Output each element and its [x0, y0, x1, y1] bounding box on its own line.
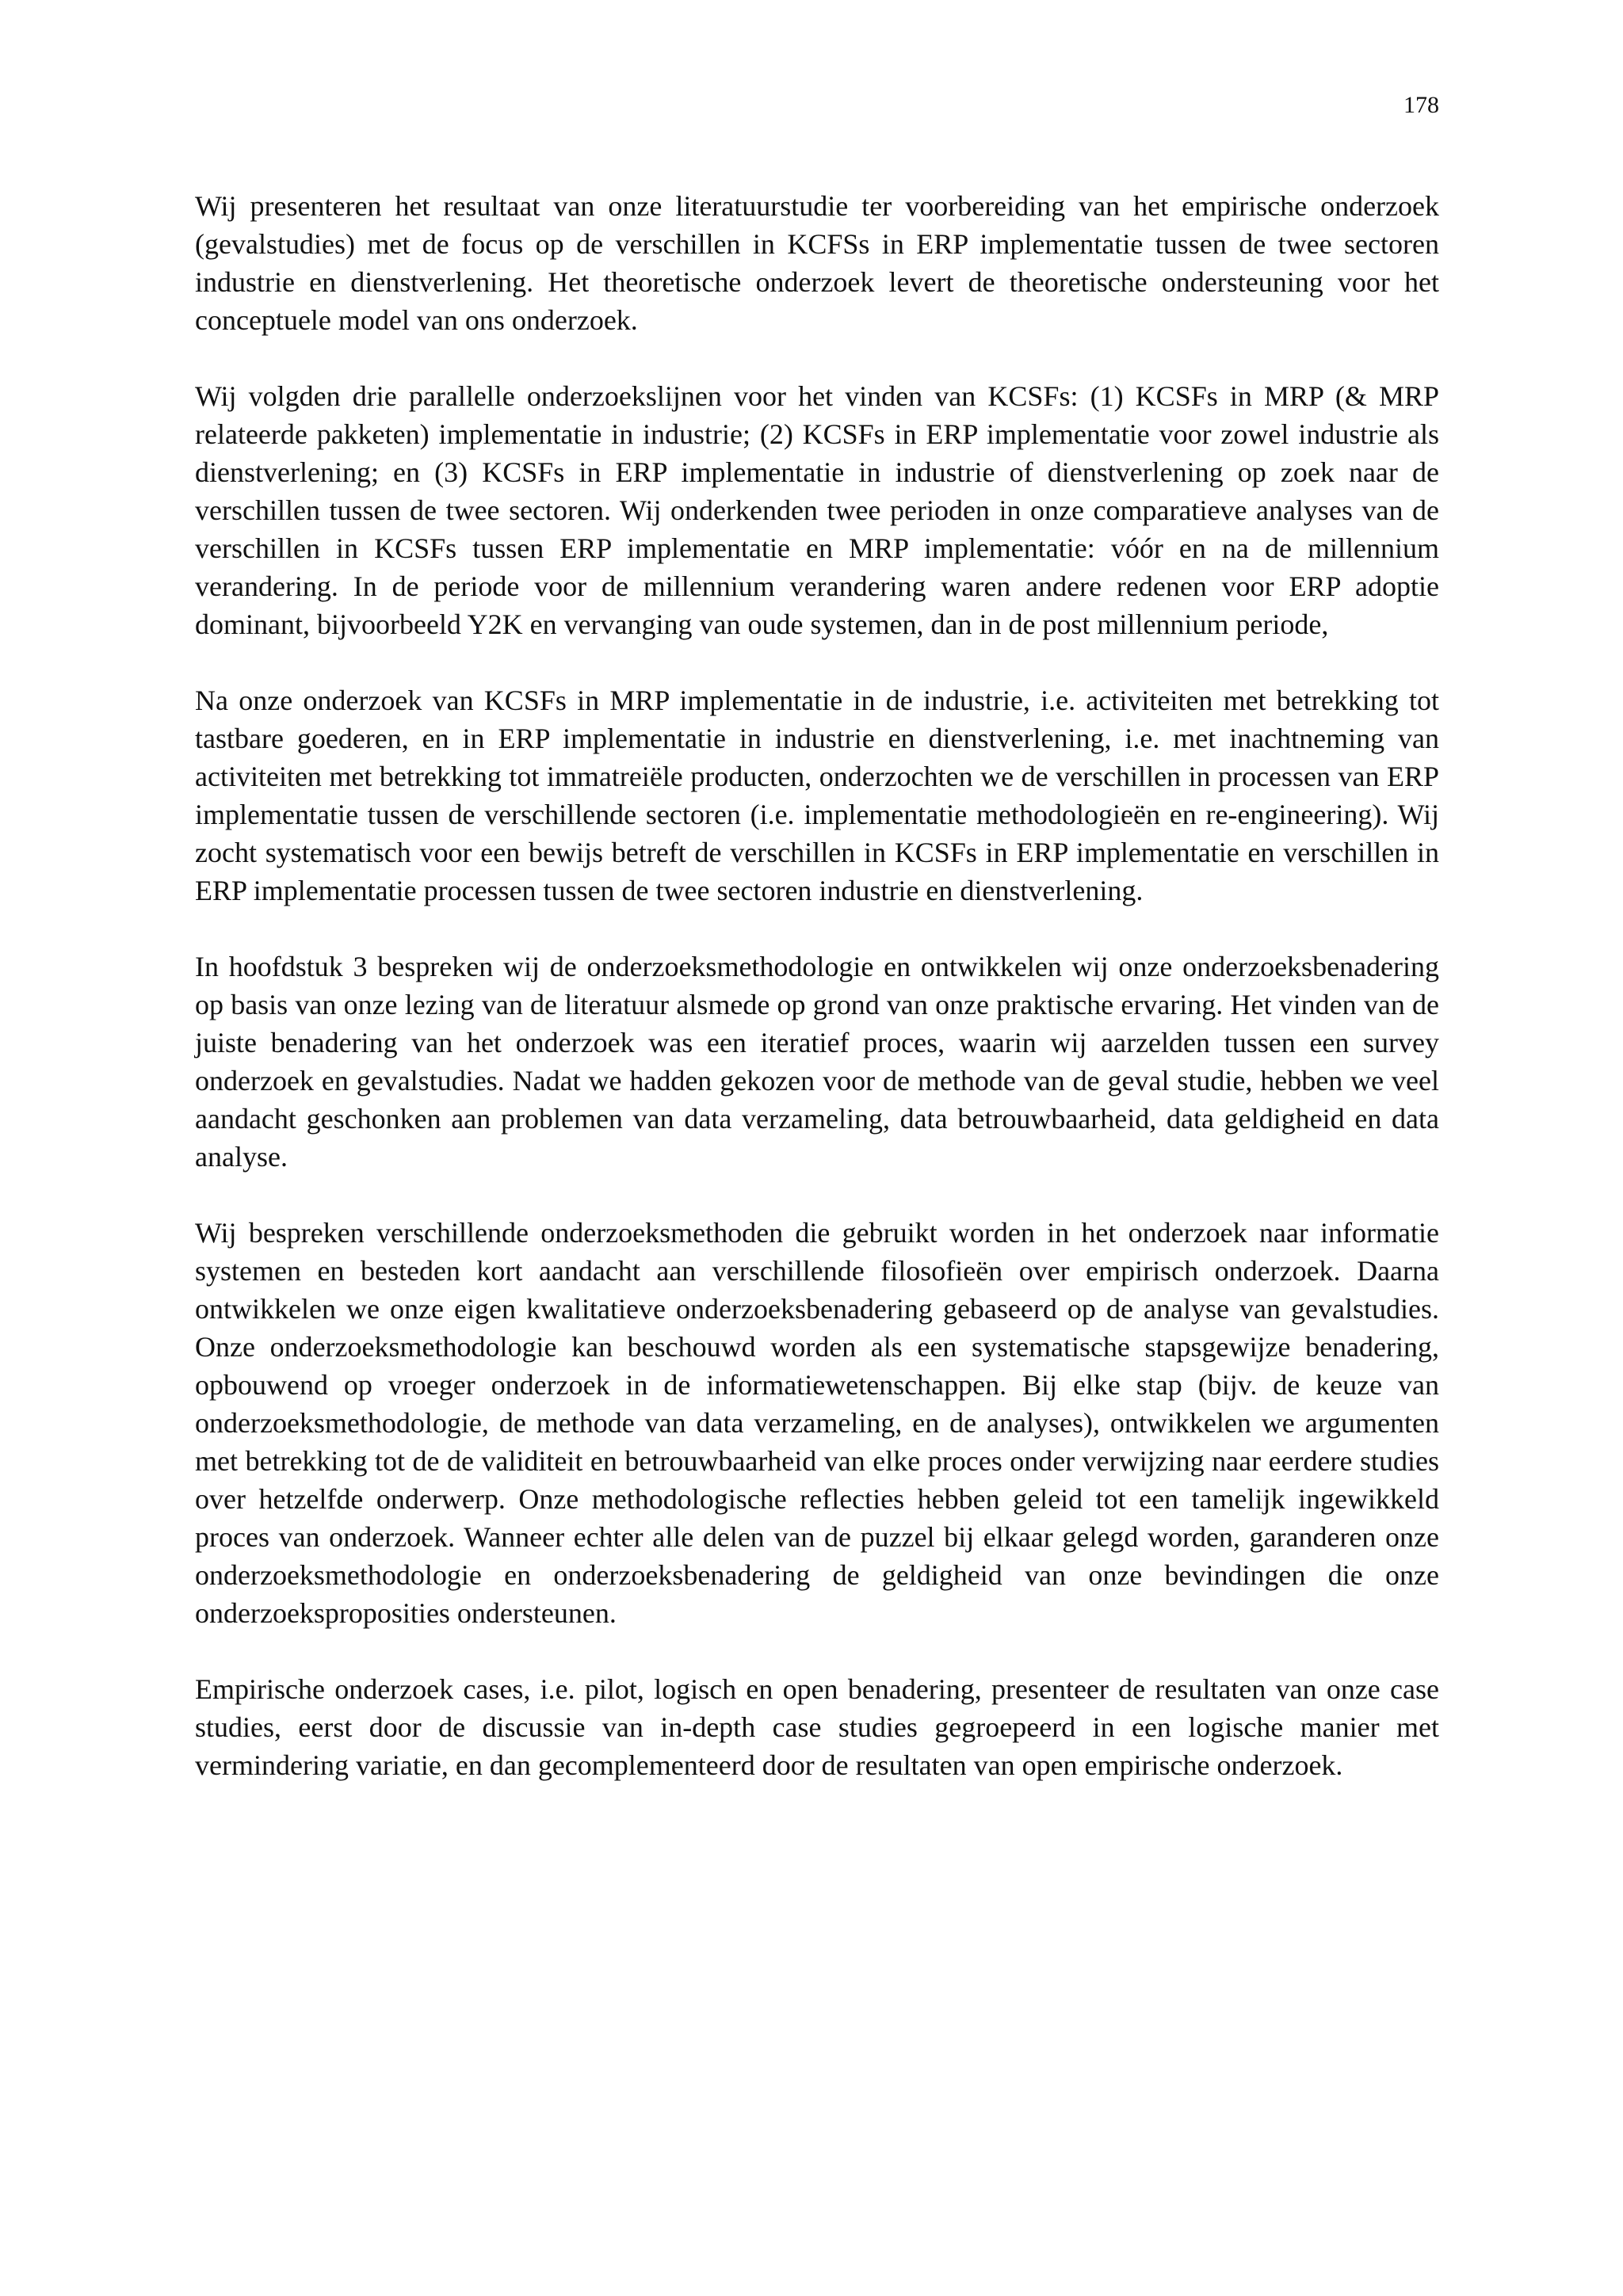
page-number: 178 [1403, 92, 1439, 118]
paragraph-1: Wij presenteren het resultaat van onze literatuurstudie ter voorbereiding van het empirische onderzoek (gevalstudies) met de focus op de verschillen in KCFSs in ERP implementatie tussen de twee sectoren industrie en dienstverlening. Het theoretische onderzoek levert de theoretische ondersteuning voor het conceptuele model van ons onderzoek. [195, 190, 1439, 336]
paragraph-4: In hoofdstuk 3 bespreken wij de onderzoeksmethodologie en ontwikkelen wij onze onderzoeksbenadering op basis van onze lezing van de literatuur alsmede op grond van onze praktische ervaring. Het vinden van de juiste benadering van het onderzoek was een iteratief proces, waarin wij aarzelden tussen een survey onderzoek en gevalstudies. Nadat we hadden gekozen voor de methode van de geval studie, hebben we veel aandacht geschonken aan problemen van data verzameling, data betrouwbaarheid, data geldigheid en data analyse. [195, 951, 1439, 1173]
page-body [195, 187, 1439, 1822]
paragraph-6: Empirische onderzoek cases, i.e. pilot, logisch en open benadering, presenteer de resultaten van onze case studies, eerst door de discussie van in-depth case studies gegroepeerd in een logische manier met vermindering variatie, en dan gecomplementeerd door de resultaten van open empirische onderzoek. [195, 1673, 1439, 1781]
paragraph-2: Wij volgden drie parallelle onderzoekslijnen voor het vinden van KCSFs: (1) KCSFs in MRP (& MRP relateerde pakketen) implementatie in industrie; (2) KCSFs in ERP implementatie voor zowel industrie als dienstverlening; en (3) KCSFs in ERP implementatie in industrie of dienstverlening op zoek naar de verschillen tussen de twee sectoren. Wij onderkenden twee perioden in onze comparatieve analyses van de verschillen in KCSFs tussen ERP implementatie en MRP implementatie: vóór en na de millennium verandering. In de periode voor de millennium verandering waren andere redenen voor ERP adoptie dominant, bijvoorbeeld Y2K en vervanging van oude systemen, dan in de post millennium periode, [195, 380, 1439, 640]
paragraph-3: Na onze onderzoek van KCSFs in MRP implementatie in de industrie, i.e. activiteiten met betrekking tot tastbare goederen, en in ERP implementatie in industrie en dienstverlening, i.e. met inachtneming van activiteiten met betrekking tot immatreiële producten, onderzochten we de verschillen in processen van ERP implementatie tussen de verschillende sectoren (i.e. implementatie methodologieën en re-engineering). Wij zocht systematisch voor een bewijs betreft de verschillen in KCSFs in ERP implementatie en verschillen in ERP implementatie processen tussen de twee sectoren industrie en dienstverlening. [195, 685, 1439, 906]
paragraph-5: Wij bespreken verschillende onderzoeksmethoden die gebruikt worden in het onderzoek naar informatie systemen en besteden kort aandacht aan verschillende filosofieën over empirisch onderzoek. Daarna ontwikkelen we onze eigen kwalitatieve onderzoeksbenadering gebaseerd op de analyse van gevalstudies. Onze onderzoeksmethodologie kan beschouwd worden als een systematische stapsgewijze benadering, opbouwend op vroeger onderzoek in de informatiewetenschappen. Bij elke stap (bijv. de keuze van onderzoeksmethodologie, de methode van data verzameling, en de analyses), ontwikkelen we argumenten met betrekking tot de de validiteit en betrouwbaarheid van elke proces onder verwijzing naar eerdere studies over hetzelfde onderwerp. Onze methodologische reflecties hebben geleid tot een tamelijk ingewikkeld proces van onderzoek. Wanneer echter alle delen van de puzzel bij elkaar gelegd worden, garanderen onze onderzoeksmethodologie en onderzoeksbenadering de geldigheid van onze bevindingen die onze onderzoeksproposities ondersteunen. [195, 1217, 1439, 1629]
